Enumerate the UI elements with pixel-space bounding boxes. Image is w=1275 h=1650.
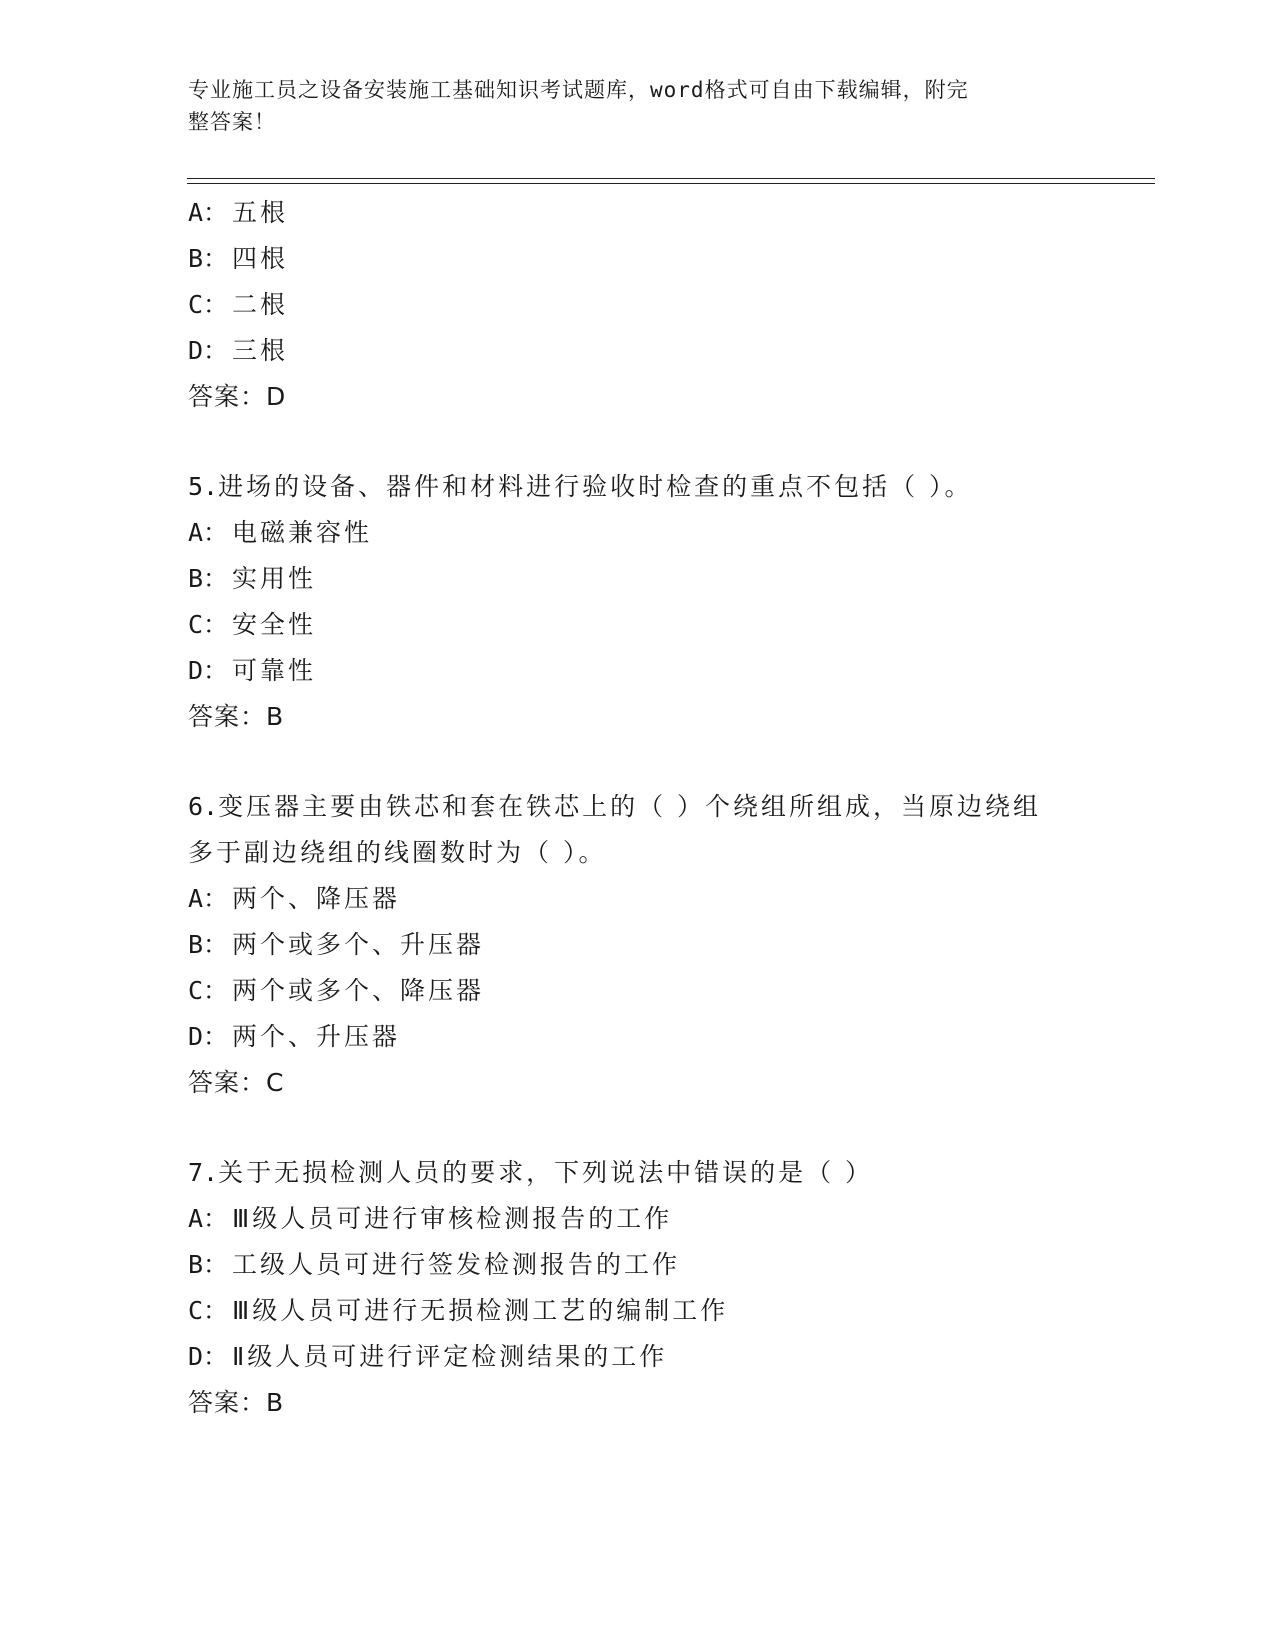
option-letter: C： xyxy=(188,1296,229,1325)
option-letter: C： xyxy=(188,610,229,639)
question-stem-text: 关于无损检测人员的要求，下列说法中错误的是（ ） xyxy=(218,1158,874,1187)
spacer xyxy=(188,740,1088,784)
option-letter: C： xyxy=(188,976,229,1005)
option-letter: B： xyxy=(188,930,229,959)
option-text: 四根 xyxy=(232,244,289,273)
answer-line: 答案：B xyxy=(188,702,285,731)
option-d xyxy=(188,648,1088,694)
question-number: 7. xyxy=(188,1158,219,1187)
option-d xyxy=(188,1014,1088,1060)
option-letter: A： xyxy=(188,1204,229,1233)
option-text: 两个或多个、降压器 xyxy=(232,976,485,1005)
option-text: 实用性 xyxy=(232,564,317,593)
header-line-1: 专业施工员之设备安装施工基础知识考试题库，word格式可自由下载编辑，附完 xyxy=(188,78,969,102)
answer-line: 答案：D xyxy=(188,382,287,411)
option-d xyxy=(188,1334,1088,1380)
option-letter: D： xyxy=(188,656,229,685)
option-letter: D： xyxy=(188,1022,229,1051)
question-list xyxy=(188,190,1088,1426)
option-text: 两个、降压器 xyxy=(232,884,401,913)
question-number: 5. xyxy=(188,472,219,501)
option-text: Ⅲ级人员可进行无损检测工艺的编制工作 xyxy=(232,1296,729,1325)
option-letter: B： xyxy=(188,564,229,593)
option-a xyxy=(188,510,1088,556)
option-text: 两个或多个、升压器 xyxy=(232,930,485,959)
option-text: Ⅲ级人员可进行审核检测报告的工作 xyxy=(232,1204,673,1233)
option-b xyxy=(188,556,1088,602)
option-b xyxy=(188,922,1088,968)
option-letter: A： xyxy=(188,518,229,547)
option-letter: B： xyxy=(188,1250,229,1279)
option-c xyxy=(188,1288,1088,1334)
option-letter: B： xyxy=(188,244,229,273)
option-text: 二根 xyxy=(232,290,289,319)
option-text: 五根 xyxy=(232,198,289,227)
question-stem-text: 进场的设备、器件和材料进行验收时检查的重点不包括（ ）。 xyxy=(218,472,973,501)
option-text: Ⅱ级人员可进行评定检测结果的工作 xyxy=(232,1342,668,1371)
header-line-2: 整答案！ xyxy=(188,110,276,134)
option-letter: A： xyxy=(188,884,229,913)
question-stem xyxy=(188,1150,1088,1196)
option-b xyxy=(188,1242,1088,1288)
question-number: 6. xyxy=(188,792,219,821)
option-text: 可靠性 xyxy=(232,656,317,685)
option-b xyxy=(188,236,1088,282)
option-c xyxy=(188,968,1088,1014)
option-text: 电磁兼容性 xyxy=(232,518,373,547)
option-text: 安全性 xyxy=(232,610,317,639)
spacer xyxy=(188,1106,1088,1150)
option-c xyxy=(188,282,1088,328)
option-text: 两个、升压器 xyxy=(232,1022,401,1051)
option-c xyxy=(188,602,1088,648)
document-header xyxy=(188,74,1068,138)
question-7 xyxy=(188,1150,1088,1426)
option-letter: D： xyxy=(188,1342,229,1371)
question-5 xyxy=(188,464,1088,740)
option-letter: A： xyxy=(188,198,229,227)
option-a xyxy=(188,190,1088,236)
question-4 xyxy=(188,190,1088,420)
option-d xyxy=(188,328,1088,374)
option-letter: D： xyxy=(188,336,229,365)
answer-line: 答案：B xyxy=(188,1388,285,1417)
option-text: 工级人员可进行签发检测报告的工作 xyxy=(232,1250,681,1279)
option-text: 三根 xyxy=(232,336,289,365)
option-a xyxy=(188,1196,1088,1242)
question-stem-continued: 多于副边绕组的线圈数时为（ ）。 xyxy=(188,838,607,867)
option-letter: C： xyxy=(188,290,229,319)
header-divider-top xyxy=(187,178,1155,179)
question-stem xyxy=(188,784,1088,830)
question-stem xyxy=(188,464,1088,510)
option-a xyxy=(188,876,1088,922)
answer-line: 答案：C xyxy=(188,1068,285,1097)
question-6 xyxy=(188,784,1088,1106)
spacer xyxy=(188,420,1088,464)
question-stem-text: 变压器主要由铁芯和套在铁芯上的（ ）个绕组所组成，当原边绕组 xyxy=(218,792,1042,821)
header-divider-bottom xyxy=(187,183,1155,184)
